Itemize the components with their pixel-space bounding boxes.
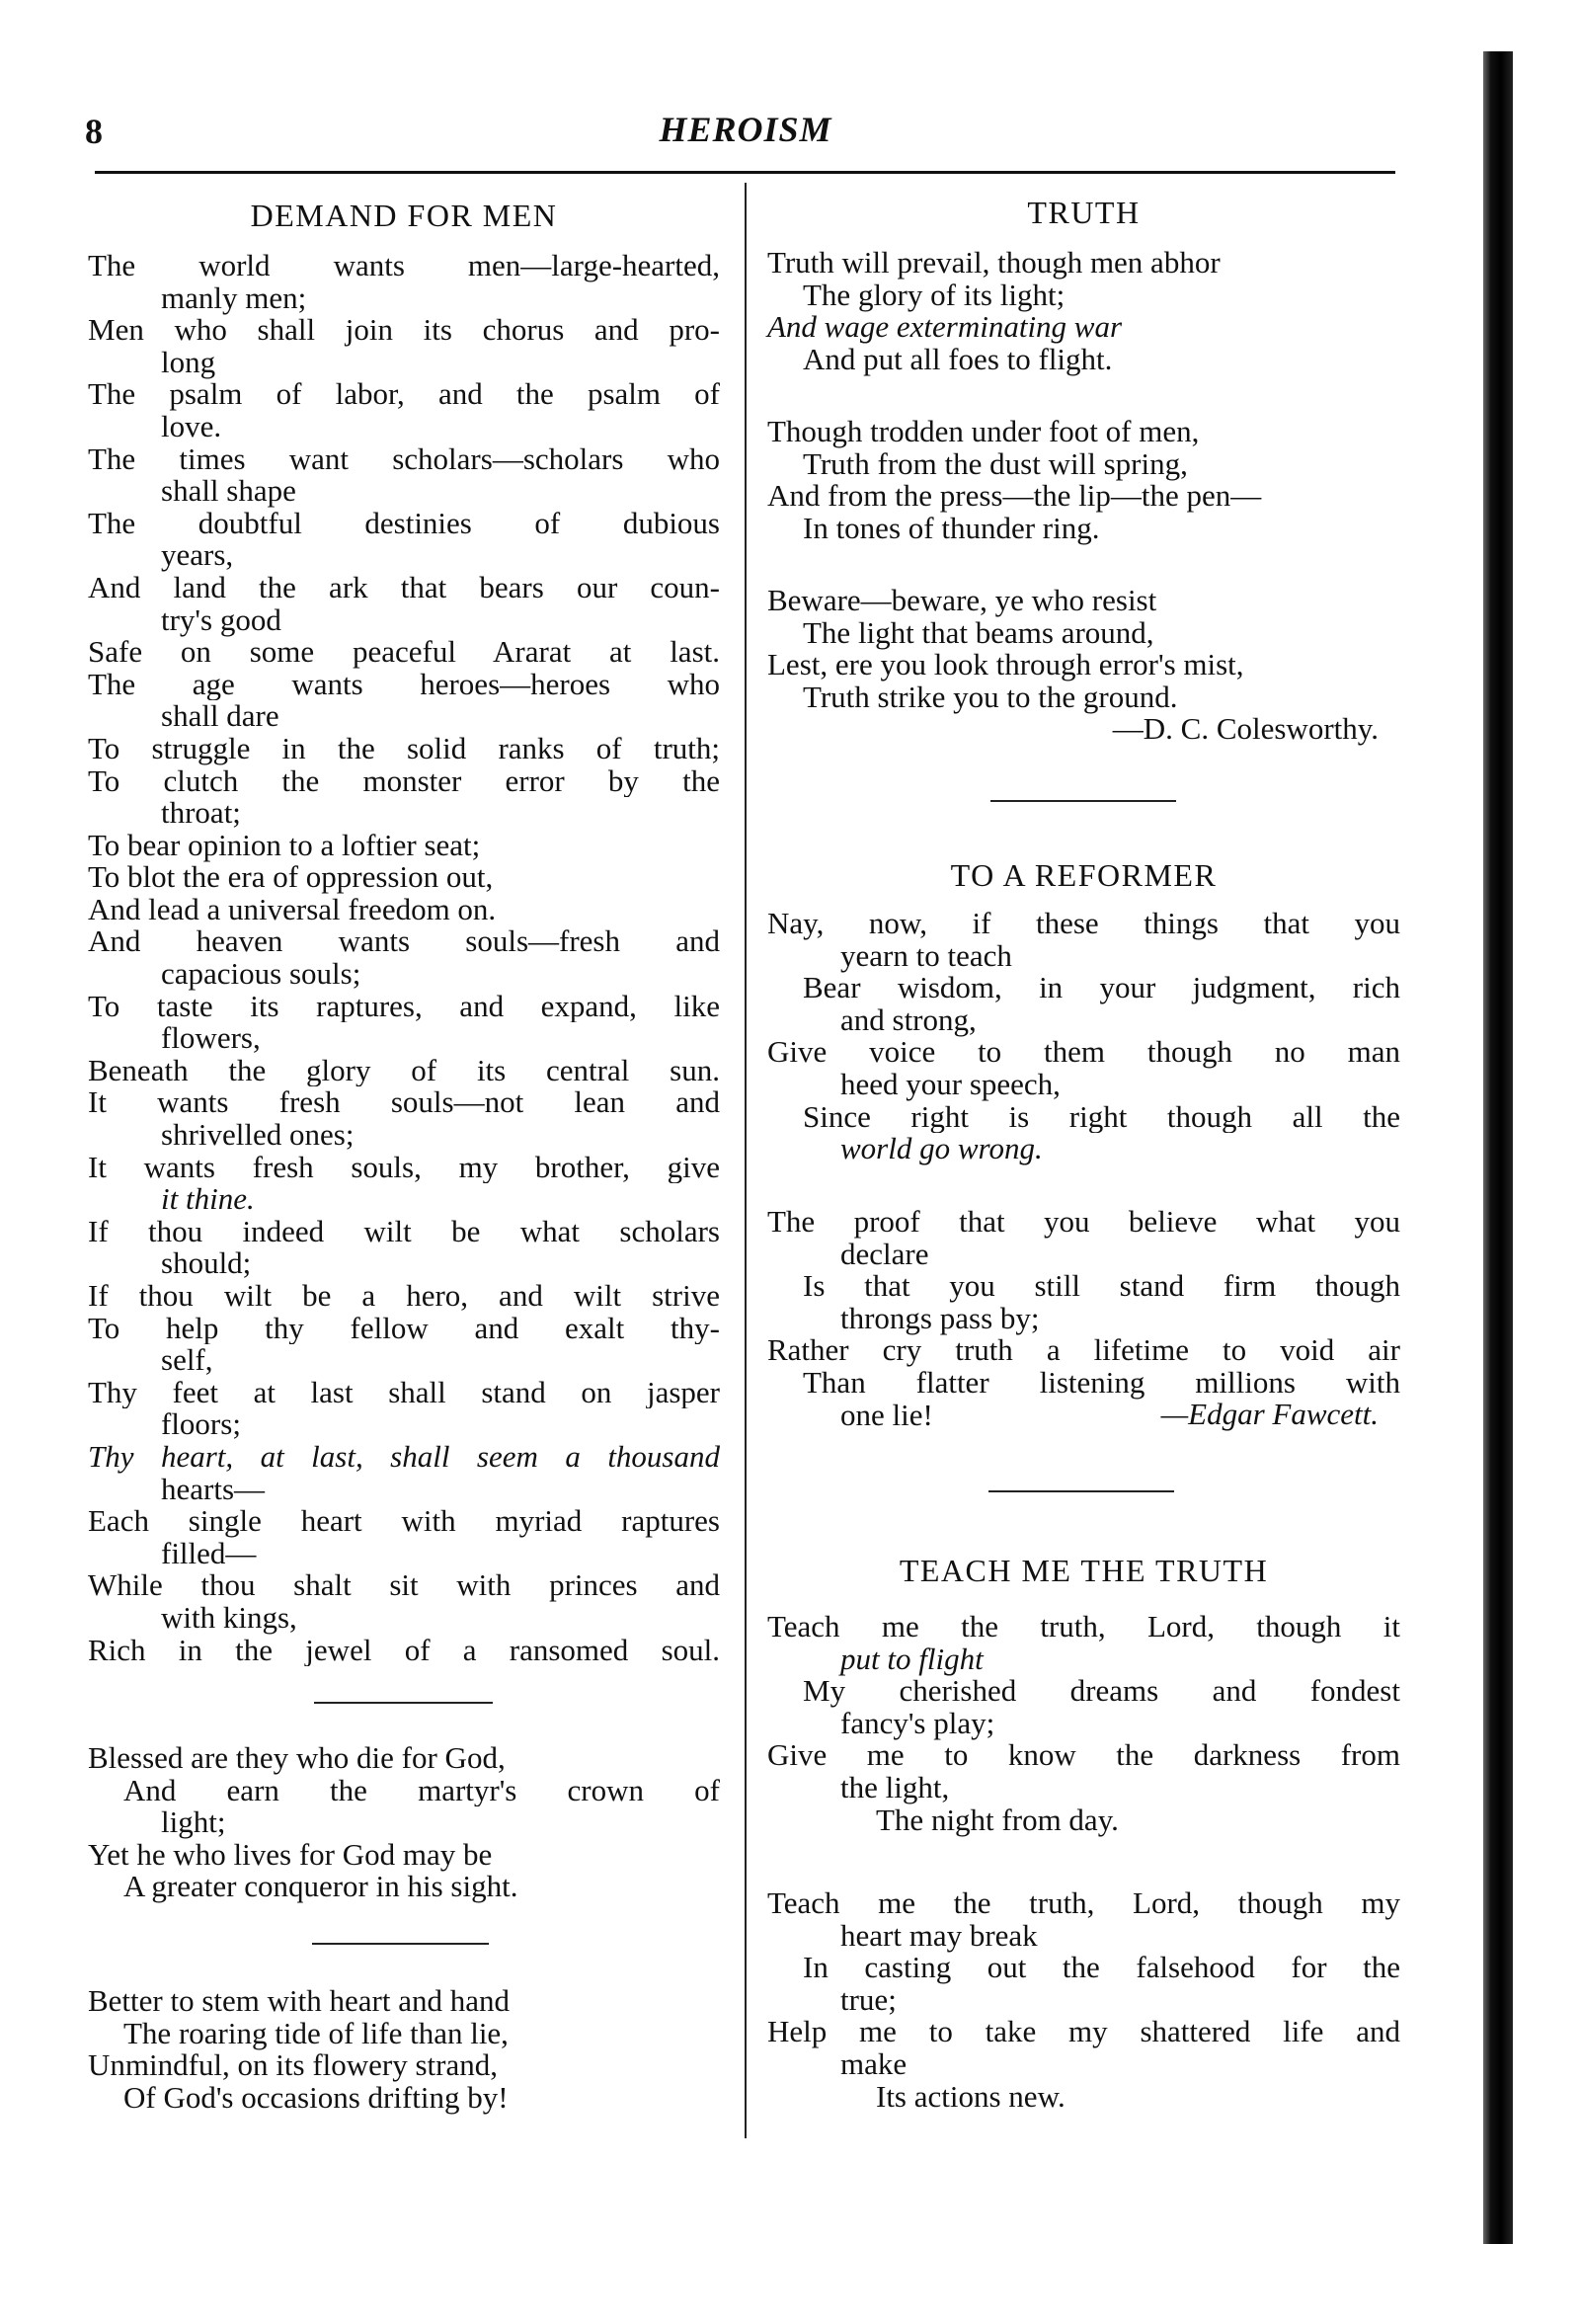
verse-line: The roaring tide of life than lie, (123, 2015, 509, 2050)
verse-line: and strong, (840, 1002, 977, 1037)
teach-stanza-1 (767, 1611, 1400, 1836)
verse-line: To blot the era of oppression out, (88, 859, 494, 895)
verse-line: While thou shalt sit with princes and (88, 1569, 720, 1602)
verse-line: If thou wilt be a hero, and wilt strive (88, 1280, 720, 1313)
verse-line: My cherished dreams and fondest (803, 1675, 1400, 1708)
verse-line: Yet he who lives for God may be (88, 1836, 493, 1872)
verse-line: filled— (161, 1535, 257, 1570)
scan-edge-shadow (1483, 51, 1513, 2244)
verse-line: The world wants men—large-hearted, (88, 250, 720, 282)
running-head: HEROISM (659, 110, 832, 149)
verse-line: Rather cry truth a lifetime to void air (767, 1334, 1400, 1367)
verse-line: Beware—beware, ye who resist (767, 583, 1157, 617)
verse-line: Teach me the truth, Lord, though my (767, 1887, 1400, 1920)
verse-line: floors; (161, 1406, 241, 1442)
verse-line: fancy's play; (840, 1705, 995, 1740)
verse-line: Thy heart, at last, shall seem a thousand (88, 1440, 720, 1474)
verse-line: with kings, (161, 1599, 297, 1635)
verse-line: Help me to take my shattered life and (767, 2016, 1400, 2048)
verse-line: Than flatter listening millions with (803, 1366, 1400, 1400)
truth-stanza-3 (767, 585, 1400, 713)
verse-line: flowers, (161, 1020, 261, 1056)
verse-line: It wants fresh souls—not lean and (88, 1086, 720, 1120)
verse-line: Lest, ere you look through error's mist, (767, 647, 1244, 682)
verse-line: Is that you still stand firm though (803, 1270, 1400, 1303)
verse-line: Give voice to them though no man (767, 1036, 1400, 1069)
poem-title-to-a-reformer: TO A REFORMER (950, 857, 1218, 893)
verse-line: Since right is right though all the (803, 1100, 1400, 1134)
verse-line: Better to stem with heart and hand (88, 1983, 510, 2018)
verse-line: Its actions new. (876, 2078, 1066, 2114)
verse-line: shrivelled ones; (161, 1117, 355, 1153)
verse-line: throat; (161, 795, 241, 831)
verse-line: The night from day. (876, 1802, 1119, 1837)
verse-line: Bear wisdom, in your judgment, rich (803, 972, 1400, 1004)
column-divider (745, 183, 747, 2138)
verse-line: Truth from the dust will spring, (803, 445, 1188, 481)
verse-line: And earn the martyr's crown of (123, 1774, 720, 1807)
verse-line: The age wants heroes—heroes who (88, 668, 720, 701)
reformer-stanza-1 (767, 908, 1400, 1165)
verse-line: it thine. (161, 1181, 255, 1217)
attribution-colesworthy: —D. C. Colesworthy. (1112, 711, 1379, 746)
verse-line: Each single heart with myriad raptures (88, 1505, 720, 1538)
verse-line: Though trodden under foot of men, (767, 414, 1200, 448)
poem-better-to-stem (88, 1985, 720, 2114)
verse-line: Safe on some peaceful Ararat at last. (88, 636, 720, 669)
poem-title-teach-me-the-truth: TEACH ME THE TRUTH (899, 1553, 1269, 1588)
verse-line: heed your speech, (840, 1066, 1061, 1101)
verse-line: Men who shall join its chorus and pro- (88, 314, 720, 347)
poem-blessed (88, 1742, 720, 1903)
verse-line: And wage exterminating war (767, 309, 1123, 345)
verse-line: Of God's occasions drifting by! (123, 2079, 509, 2115)
verse-line: Teach me the truth, Lord, though it (767, 1611, 1400, 1643)
verse-line: should; (161, 1245, 252, 1281)
verse-line: And put all foes to flight. (803, 341, 1113, 376)
verse-line: Rich in the jewel of a ransomed soul. (88, 1634, 720, 1667)
verse-line: To struggle in the solid ranks of truth; (88, 732, 720, 765)
verse-line: And land the ark that bears our coun- (88, 571, 720, 604)
verse-line: And heaven wants souls—fresh and (88, 925, 720, 959)
verse-line: hearts— (161, 1471, 266, 1506)
verse-line: Thy feet at last shall stand on jasper (88, 1376, 720, 1409)
verse-line: manly men; (161, 280, 307, 315)
verse-line: long (161, 344, 216, 379)
verse-line: declare (840, 1236, 929, 1271)
teach-stanza-2 (767, 1887, 1400, 2113)
verse-line: In tones of thunder ring. (803, 510, 1100, 545)
verse-line: The times want scholars—scholars who (88, 442, 720, 476)
verse-line: light; (161, 1804, 226, 1840)
verse-line: To bear opinion to a loftier seat; (88, 827, 481, 862)
attribution-fawcett: —Edgar Fawcett. (1160, 1397, 1379, 1431)
verse-line: To taste its raptures, and expand, like (88, 990, 720, 1023)
verse-line: true; (840, 1981, 897, 2017)
verse-line: heart may break (840, 1917, 1038, 1953)
section-separator (312, 1943, 489, 1945)
verse-line: Truth will prevail, though men abhor (767, 245, 1221, 280)
verse-line: In casting out the falsehood for the (803, 1952, 1400, 1984)
verse-line: Beneath the glory of its central sun. (88, 1054, 720, 1087)
verse-line: one lie! (840, 1397, 933, 1432)
verse-line: It wants fresh souls, my brother, give (88, 1151, 720, 1184)
verse-line: years, (161, 537, 234, 573)
verse-line: throngs pass by; (840, 1300, 1040, 1335)
verse-line: try's good (161, 601, 281, 637)
verse-line: the light, (840, 1769, 950, 1804)
verse-line: Nay, now, if these things that you (767, 908, 1400, 940)
verse-line: put to flight (840, 1641, 984, 1676)
section-separator (990, 800, 1176, 802)
verse-line: capacious souls; (161, 956, 361, 992)
page-number: 8 (85, 112, 103, 151)
verse-line: To clutch the monster error by the (88, 764, 720, 798)
verse-line: The psalm of labor, and the psalm of (88, 378, 720, 411)
truth-stanza-2 (767, 416, 1400, 544)
verse-line: If thou indeed wilt be what scholars (88, 1215, 720, 1248)
verse-line: love. (161, 408, 222, 443)
verse-line: The glory of its light; (803, 277, 1066, 312)
verse-line: The doubtful destinies of dubious (88, 507, 720, 540)
verse-line: The proof that you believe what you (767, 1206, 1400, 1239)
poem-demand-for-men (88, 250, 720, 1666)
verse-line: To help thy fellow and exalt thy- (88, 1312, 720, 1345)
poem-title-demand-for-men: DEMAND FOR MEN (250, 198, 558, 233)
verse-line: The light that beams around, (803, 614, 1154, 650)
section-separator (314, 1702, 493, 1704)
verse-line: Blessed are they who die for God, (88, 1740, 506, 1775)
verse-line: Give me to know the darkness from (767, 1739, 1400, 1772)
verse-line: A greater conqueror in his sight. (123, 1869, 518, 1904)
section-separator (988, 1490, 1174, 1492)
verse-line: make (840, 2045, 908, 2081)
verse-line: self, (161, 1342, 213, 1378)
verse-line: Truth strike you to the ground. (803, 679, 1178, 714)
verse-line: Unmindful, on its flowery strand, (88, 2047, 499, 2083)
verse-line: And from the press—the lip—the pen— (767, 478, 1262, 514)
verse-line: shall dare (161, 698, 279, 734)
poem-title-truth: TRUTH (1027, 195, 1141, 230)
verse-line: And lead a universal freedom on. (88, 891, 497, 926)
verse-line: yearn to teach (840, 937, 1012, 973)
verse-line: shall shape (161, 473, 296, 509)
verse-line: world go wrong. (840, 1131, 1043, 1166)
truth-stanza-1 (767, 247, 1400, 375)
header-rule (95, 171, 1395, 174)
